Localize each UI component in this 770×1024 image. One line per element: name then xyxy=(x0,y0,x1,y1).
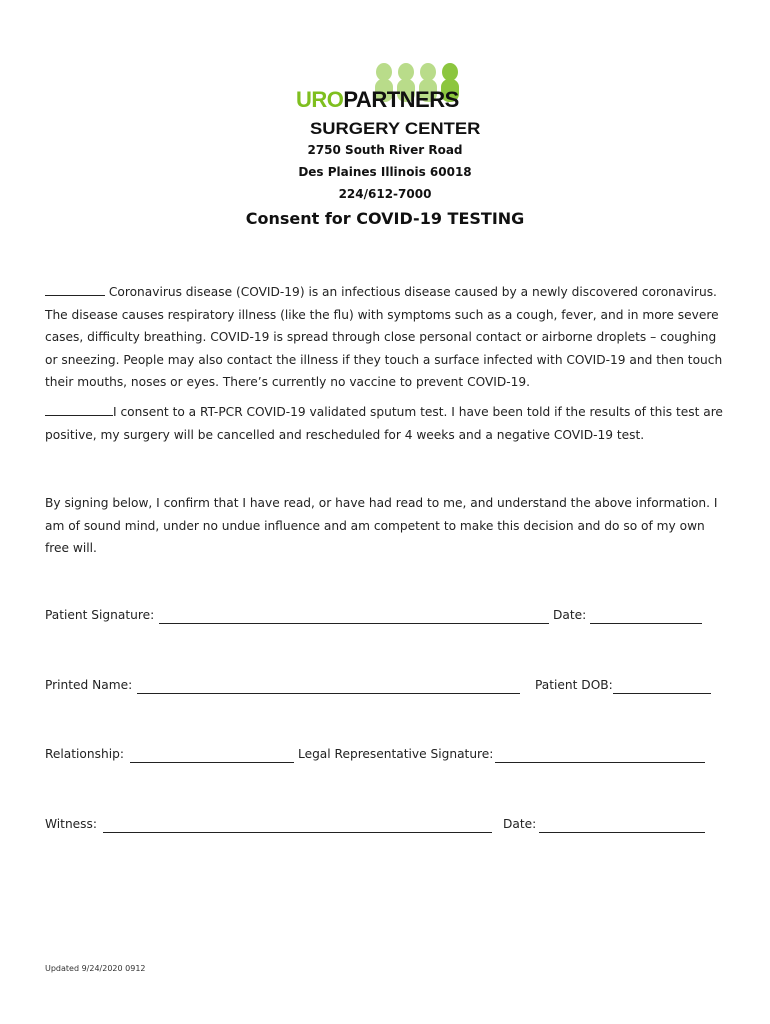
paragraph-line xyxy=(45,401,725,424)
paragraph-confirmation xyxy=(45,492,725,560)
witness-label: Witness: xyxy=(45,817,97,831)
logo-subtitle: SURGERY CENTER xyxy=(310,119,481,138)
document-title: Consent for COVID-19 TESTING xyxy=(245,209,525,228)
address-city: Des Plaines Illinois 60018 xyxy=(298,165,472,179)
relationship-field[interactable] xyxy=(130,762,294,763)
witness-row xyxy=(45,817,725,837)
updated-footer: Updated 9/24/2020 0912 xyxy=(45,964,146,973)
date-label: Date: xyxy=(553,608,587,622)
paragraph-line: their mouths, noses or eyes. There’s currently no vaccine to prevent COVID-19. xyxy=(45,375,531,389)
patient-dob-label: Patient DOB: xyxy=(535,678,613,692)
relationship-row xyxy=(45,747,725,767)
patient-signature-row xyxy=(45,608,725,628)
printed-name-label: Printed Name: xyxy=(45,678,133,692)
initials-blank[interactable] xyxy=(45,404,113,416)
logo-wordmark xyxy=(296,89,459,111)
patient-signature-field[interactable] xyxy=(159,623,549,624)
paragraph-line: By signing below, I confirm that I have read, or have had read to me, and understand the above information. I xyxy=(45,496,718,510)
paragraph-line: am of sound mind, under no undue influence and am competent to make this decision and do so of my own xyxy=(45,518,705,533)
paragraph-line: or sneezing. People may also contact the illness if they touch a surface infected with COVID-19 and then touch xyxy=(45,352,723,367)
legal-rep-signature-label: Legal Representative Signature: xyxy=(298,747,494,761)
printed-name-row xyxy=(45,678,725,698)
paragraph-line: cases, difficulty breathing. COVID-19 is spread through close personal contact or airborne droplets – coughing xyxy=(45,330,717,344)
logo-partners-text: PARTNERS xyxy=(343,87,459,112)
date-field[interactable] xyxy=(590,623,702,624)
relationship-label: Relationship: xyxy=(45,747,124,761)
paragraph-line: free will. xyxy=(45,541,97,555)
address-phone: 224/612-7000 xyxy=(338,187,432,201)
paragraph-consent xyxy=(45,401,725,446)
legal-rep-signature-field[interactable] xyxy=(495,762,705,763)
paragraph-line: positive, my surgery will be cancelled and rescheduled for 4 weeks and a negative COVID-19 test. xyxy=(45,427,645,442)
initials-blank[interactable] xyxy=(45,284,105,296)
witness-date-label: Date: xyxy=(503,817,537,831)
logo-uro-text: URO xyxy=(296,87,344,112)
address-street: 2750 South River Road xyxy=(307,143,463,157)
patient-signature-label: Patient Signature: xyxy=(45,608,155,622)
paragraph-covid-info xyxy=(45,281,725,394)
patient-dob-field[interactable] xyxy=(613,693,711,694)
printed-name-field[interactable] xyxy=(137,693,520,694)
paragraph-line xyxy=(45,281,725,304)
paragraph-text: Coronavirus disease (COVID-19) is an infectious disease caused by a newly discovered coronavirus. xyxy=(108,285,717,299)
paragraph-text: I consent to a RT-PCR COVID-19 validated sputum test. I have been told if the results of this test are xyxy=(113,405,723,419)
witness-field[interactable] xyxy=(103,832,492,833)
witness-date-field[interactable] xyxy=(539,832,705,833)
paragraph-line: The disease causes respiratory illness (like the flu) with symptoms such as a cough, fever, and in more severe xyxy=(45,307,719,322)
uropartners-logo xyxy=(296,62,481,142)
